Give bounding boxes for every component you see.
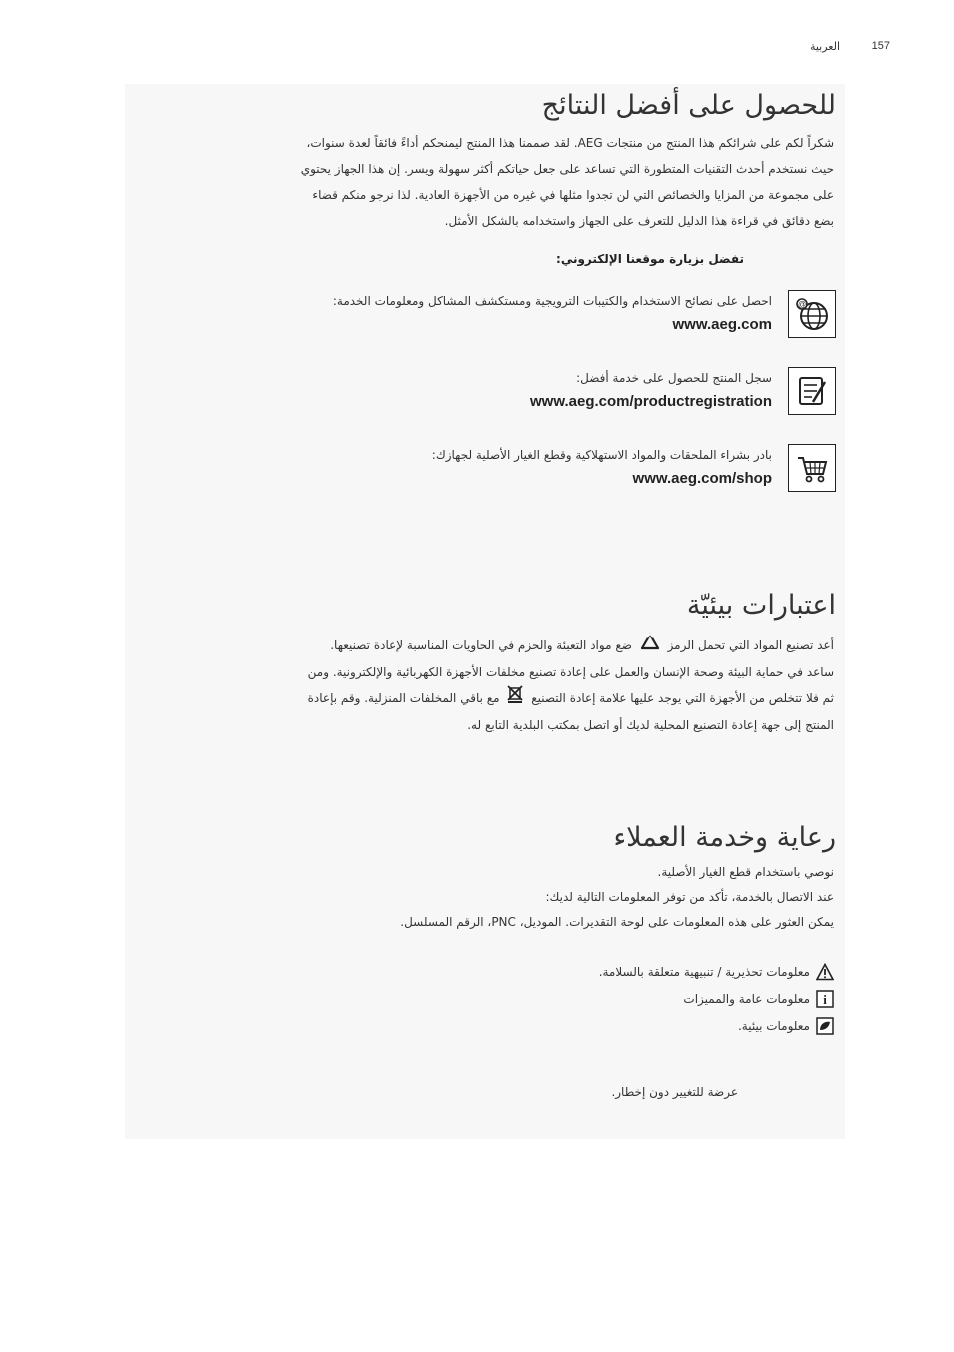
info-legend <box>599 958 834 1039</box>
info-item-general <box>599 985 834 1012</box>
shopping-cart-icon <box>788 444 836 492</box>
info-item-warning <box>599 958 834 985</box>
paragraph-line <box>308 712 834 738</box>
environment-icon <box>816 1017 834 1035</box>
paragraph-line: بضع دقائق في قراءة هذا الدليل للتعرف على الجهاز واستخدامه بالشكل الأمثل. <box>444 214 834 228</box>
paragraph-line: حيث نستخدم أحدث التقنيات المتطورة التي تساعد على جعل حياتكم أكثر سهولة ويسر. إن هذا الجهاز يحتوي <box>300 162 834 176</box>
link-row-shop <box>196 444 836 504</box>
paragraph-line <box>308 632 834 659</box>
paragraph-line <box>308 659 834 685</box>
crossed-bin-icon <box>507 685 523 712</box>
info-item-environment <box>599 1012 834 1039</box>
link-url-aeg[interactable]: www.aeg.com <box>672 316 772 333</box>
link-url-productregistration[interactable]: www.aeg.com/productregistration <box>530 393 772 410</box>
paragraph-line <box>308 685 834 712</box>
environment-paragraph <box>308 632 834 738</box>
info-text: معلومات بيئية. <box>737 1018 810 1033</box>
paragraph-line: نوصي باستخدام قطع الغيار الأصلية. <box>657 865 834 879</box>
section-title-best-results: للحصول على أفضل النتائج <box>541 90 836 121</box>
info-text: معلومات عامة والمميزات <box>683 991 810 1006</box>
section-title-service: رعاية وخدمة العملاء <box>613 822 836 853</box>
svg-text:@: @ <box>797 300 807 309</box>
warning-icon <box>816 963 834 981</box>
change-notice: عرضة للتغيير دون إخطار. <box>611 1085 738 1099</box>
paragraph-line: يمكن العثور على هذه المعلومات على لوحة التقديرات. الموديل، PNC، الرقم المسلسل. <box>400 915 834 929</box>
line-text: ساعد في حماية البيئة وصحة الإنسان والعمل على إعادة تصنيع مخلفات الأجهزة الكهربائية والإلكترونية. ومن <box>307 665 834 679</box>
link-description: احصل على نصائح الاستخدام والكتيبات الترويجية ومستكشف المشاكل ومعلومات الخدمة: <box>332 294 772 308</box>
info-text: معلومات تحذيرية / تنبيهية متعلقة بالسلامة. <box>598 964 810 979</box>
line-text: ضع مواد التعبئة والحزم في الحاويات المناسبة لإعادة تصنيعها. <box>330 638 632 652</box>
paragraph-line: شكراً لكم على شرائكم هذا المنتج من منتجات AEG. لقد صممنا هذا المنتج ليمنحكم أداءً فائقاً لعدة سنوات، <box>306 136 834 150</box>
page-header <box>760 40 890 58</box>
page-number: 157 <box>871 40 890 52</box>
registration-icon <box>788 367 836 415</box>
link-row-support <box>196 290 836 350</box>
link-row-registration <box>196 367 836 427</box>
service-paragraph <box>400 860 834 935</box>
link-description: سجل المنتج للحصول على خدمة أفضل: <box>576 371 772 385</box>
page-language: العربية <box>809 40 840 53</box>
globe-icon <box>788 290 836 338</box>
paragraph-line: على مجموعة من المزايا والخصائص التي لن تجدوا مثلها في غيره من الأجهزة العادية. لذا نرجو منكم قضاء <box>312 188 834 202</box>
best-results-paragraph <box>301 130 834 234</box>
line-text: أعد تصنيع المواد التي تحمل الرمز <box>667 638 834 652</box>
link-description: بادر بشراء الملحقات والمواد الاستهلاكية وقطع الغيار الأصلية لجهازك: <box>431 448 772 462</box>
paragraph-line: عند الاتصال بالخدمة، تأكد من توفر المعلومات التالية لديك: <box>545 890 834 904</box>
line-text: مع باقي المخلفات المنزلية. وقم بإعادة <box>307 691 500 705</box>
info-icon <box>816 990 834 1008</box>
visit-website-label: تفضل بزيارة موقعنا الإلكتروني: <box>556 252 744 266</box>
line-text: ثم فلا تتخلص من الأجهزة التي يوجد عليها علامة إعادة التصنيع <box>531 691 834 705</box>
line-text: المنتج إلى جهة إعادة التصنيع المحلية لديك أو اتصل بمكتب البلدية التابع له. <box>467 718 834 732</box>
section-title-environment: اعتبارات بيئيّة <box>686 590 836 621</box>
link-url-shop[interactable]: www.aeg.com/shop <box>632 470 772 487</box>
recycle-icon <box>640 632 660 659</box>
svg-text:i: i <box>823 991 827 1007</box>
